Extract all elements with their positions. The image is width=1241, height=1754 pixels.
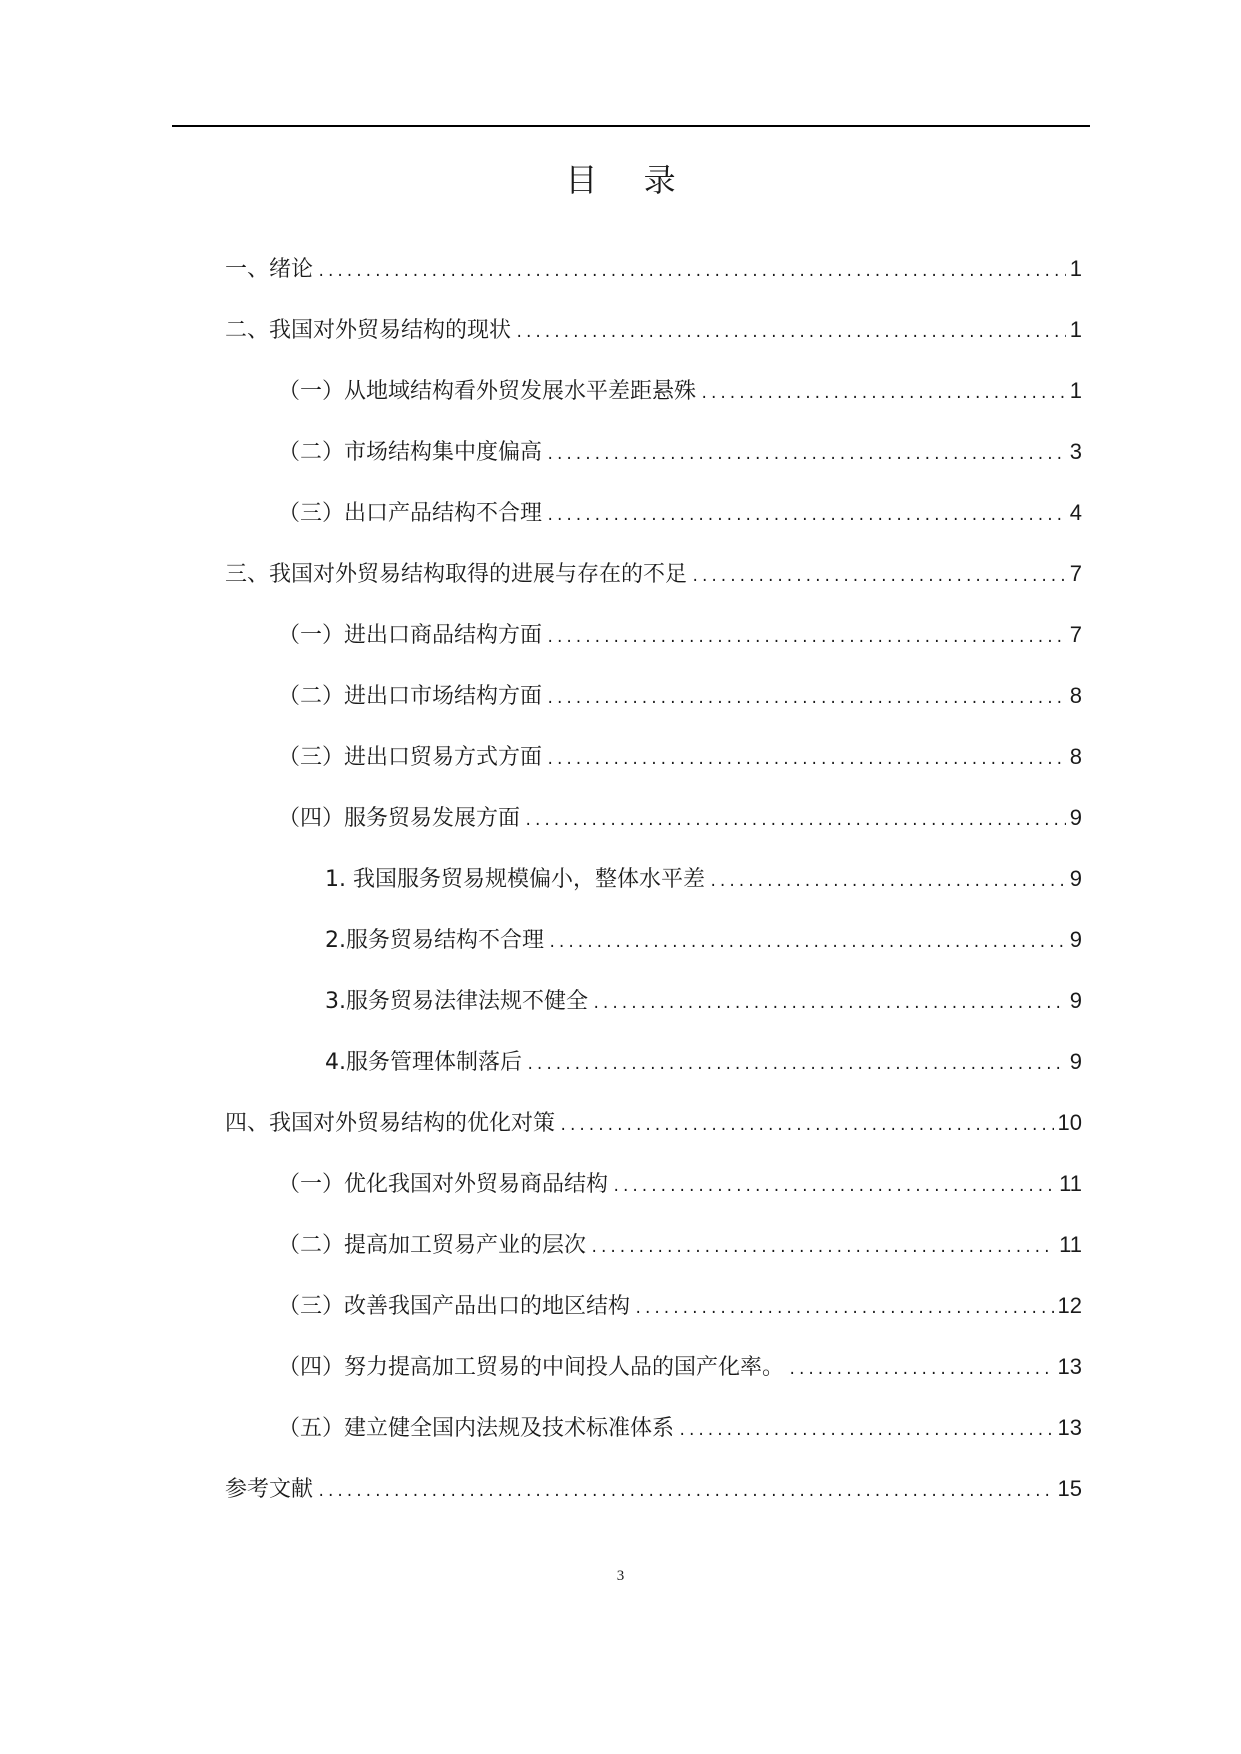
- toc-entry-page: 7: [1069, 561, 1082, 586]
- toc-entry-page: 13: [1057, 1354, 1082, 1379]
- toc-entry-text: （四）服务贸易发展方面: [278, 806, 521, 831]
- toc-entry-page: 9: [1069, 805, 1082, 830]
- toc-entry-3-3[interactable]: [278, 737, 1082, 777]
- toc-entry-text: 参考文献: [225, 1477, 314, 1502]
- toc-entry-4-1[interactable]: [278, 1164, 1082, 1204]
- dot-leader: [546, 496, 1066, 536]
- toc-entry-text: 3.服务贸易法律法规不健全: [325, 989, 588, 1014]
- dot-leader: [524, 801, 1066, 841]
- dot-leader: [634, 1289, 1054, 1329]
- toc-entry-page: 9: [1069, 927, 1082, 952]
- dot-leader: [546, 679, 1066, 719]
- toc-entry-text: （一）进出口商品结构方面: [278, 623, 543, 648]
- toc-entry-page: 3: [1069, 439, 1082, 464]
- toc-entry-2[interactable]: [225, 310, 1082, 350]
- toc-entry-text: （二）进出口市场结构方面: [278, 684, 543, 709]
- toc-entry-references[interactable]: [225, 1469, 1082, 1509]
- toc-entry-text: 2.服务贸易结构不合理: [325, 928, 544, 953]
- toc-entry-page: 9: [1069, 1049, 1082, 1074]
- toc-entry-text: （一）优化我国对外贸易商品结构: [278, 1172, 609, 1197]
- toc-entry-page: 4: [1069, 500, 1082, 525]
- dot-leader: [526, 1045, 1066, 1085]
- toc-entry-2-3[interactable]: [278, 493, 1082, 533]
- toc-entry-page: 1: [1069, 256, 1082, 281]
- toc-entry-page: 8: [1069, 744, 1082, 769]
- toc-entry-4[interactable]: [225, 1103, 1082, 1143]
- toc-entry-3-2[interactable]: [278, 676, 1082, 716]
- toc-entry-2-2[interactable]: [278, 432, 1082, 472]
- header-rule: [172, 125, 1090, 127]
- dot-leader: [592, 984, 1066, 1024]
- toc-entry-text: 一、绪论: [225, 257, 314, 282]
- toc-entry-1[interactable]: [225, 249, 1082, 289]
- dot-leader: [691, 557, 1066, 597]
- toc-entry-3[interactable]: [225, 554, 1082, 594]
- toc-entry-text: （二）市场结构集中度偏高: [278, 440, 543, 465]
- toc-entry-text: （四）努力提高加工贸易的中间投人品的国产化率。: [278, 1355, 785, 1380]
- dot-leader: [546, 435, 1066, 475]
- toc-entry-text: （三）出口产品结构不合理: [278, 501, 543, 526]
- dot-leader: [548, 923, 1066, 963]
- toc-entry-text: 四、我国对外贸易结构的优化对策: [225, 1111, 556, 1136]
- dot-leader: [546, 618, 1066, 658]
- toc-entry-text: 二、我国对外贸易结构的现状: [225, 318, 512, 343]
- toc-entry-4-5[interactable]: [278, 1408, 1082, 1448]
- page-number: 3: [616, 1568, 625, 1584]
- toc-entry-page: 7: [1069, 622, 1082, 647]
- toc-entry-text: （三）改善我国产品出口的地区结构: [278, 1294, 631, 1319]
- toc-entry-page: 9: [1069, 866, 1082, 891]
- dot-leader: [559, 1106, 1054, 1146]
- toc-entry-text: 1. 我国服务贸易规模偏小，整体水平差: [325, 867, 705, 892]
- dot-leader: [317, 252, 1066, 292]
- dot-leader: [515, 313, 1066, 353]
- toc-entry-page: 15: [1057, 1476, 1082, 1501]
- toc-entry-page: 10: [1057, 1110, 1082, 1135]
- dot-leader: [709, 862, 1066, 902]
- toc-entry-text: （五）建立健全国内法规及技术标准体系: [278, 1416, 675, 1441]
- toc-title: 目 录: [565, 161, 694, 199]
- toc-entry-2-1[interactable]: [278, 371, 1082, 411]
- dot-leader: [546, 740, 1066, 780]
- toc-entry-page: 11: [1059, 1232, 1082, 1257]
- dot-leader: [700, 374, 1066, 414]
- toc-entry-page: 1: [1069, 378, 1082, 403]
- toc-entry-text: （三）进出口贸易方式方面: [278, 745, 543, 770]
- toc-entry-3-4-2[interactable]: [325, 920, 1082, 960]
- toc-entry-3-1[interactable]: [278, 615, 1082, 655]
- toc-entry-page: 11: [1059, 1171, 1082, 1196]
- dot-leader: [590, 1228, 1055, 1268]
- toc-entry-4-2[interactable]: [278, 1225, 1082, 1265]
- toc-entry-3-4-1[interactable]: [325, 859, 1082, 899]
- toc-entry-text: （一）从地域结构看外贸发展水平差距悬殊: [278, 379, 697, 404]
- toc-entry-page: 12: [1057, 1293, 1082, 1318]
- dot-leader: [678, 1411, 1054, 1451]
- toc-entry-text: 三、我国对外贸易结构取得的进展与存在的不足: [225, 562, 688, 587]
- toc-entry-text: （二）提高加工贸易产业的层次: [278, 1233, 587, 1258]
- toc-entry-3-4[interactable]: [278, 798, 1082, 838]
- toc-entry-page: 9: [1069, 988, 1082, 1013]
- dot-leader: [317, 1472, 1054, 1512]
- dot-leader: [612, 1167, 1055, 1207]
- toc-entry-4-3[interactable]: [278, 1286, 1082, 1326]
- toc-entry-text: 4.服务管理体制落后: [325, 1050, 522, 1075]
- toc-entry-4-4[interactable]: [278, 1347, 1082, 1387]
- toc-entry-page: 1: [1069, 317, 1082, 342]
- toc-entry-3-4-4[interactable]: [325, 1042, 1082, 1082]
- toc-entry-3-4-3[interactable]: [325, 981, 1082, 1021]
- toc-entry-page: 13: [1057, 1415, 1082, 1440]
- toc-entry-page: 8: [1069, 683, 1082, 708]
- dot-leader: [788, 1350, 1054, 1390]
